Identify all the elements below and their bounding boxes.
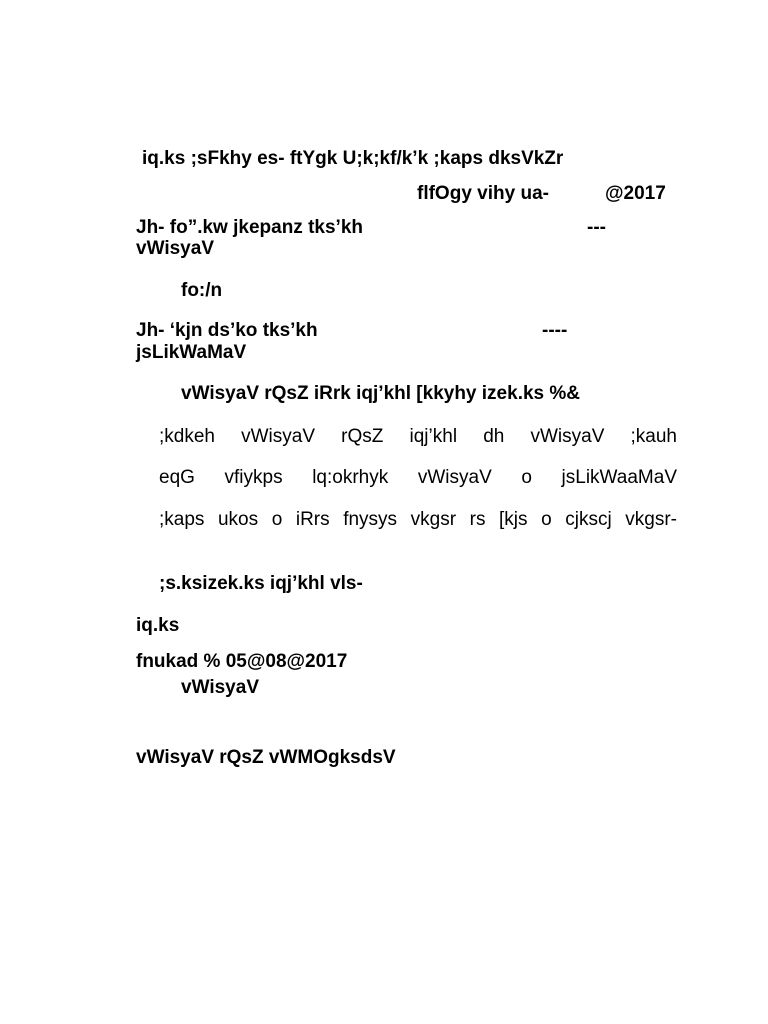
date: fnukad % 05@08@2017 [136, 651, 348, 672]
advocate-signature-line: vWisyaV rQsZ vWMOgksdsV [136, 747, 396, 768]
body-line-3: ;kaps ukos o iRrs fnysys vkgsr rs [kjs o cjkscj vkgsr- [159, 509, 677, 530]
respondent-dashes: ---- [542, 320, 568, 341]
versus-label: fo:/n [181, 280, 223, 301]
appeal-year: @2017 [605, 183, 666, 204]
signatory: vWisyaV [181, 677, 259, 698]
place: iq.ks [136, 615, 180, 636]
appellant-name: Jh- fo”.kw jkepanz tks’kh [136, 217, 363, 238]
respondent-role: jsLikWaMaV [136, 342, 247, 363]
civil-appeal-number-label: flfOgy vihy ua- [417, 183, 549, 204]
body-line-1: ;kdkeh vWisyaV rQsZ iqj’khl dh vWisyaV ;kauh [159, 426, 677, 447]
appellant-role: vWisyaV [136, 238, 214, 259]
closing-statement: ;s.ksizek.ks iqj’khl vls- [159, 573, 363, 594]
body-line-2: eqG vfiykps lq:okrhyk vWisyaV o jsLikWaaMaV [159, 467, 677, 488]
court-title: iq.ks ;sFkhy es- ftYgk U;k;kf/k’k ;kaps dksVkZr [142, 148, 564, 169]
respondent-name: Jh- ‘kjn ds’ko tks’kh [136, 320, 318, 341]
appellant-dashes: --- [587, 217, 606, 238]
section-heading: vWisyaV rQsZ iRrk iqj’khl [kkyhy izek.ks %& [181, 383, 580, 404]
